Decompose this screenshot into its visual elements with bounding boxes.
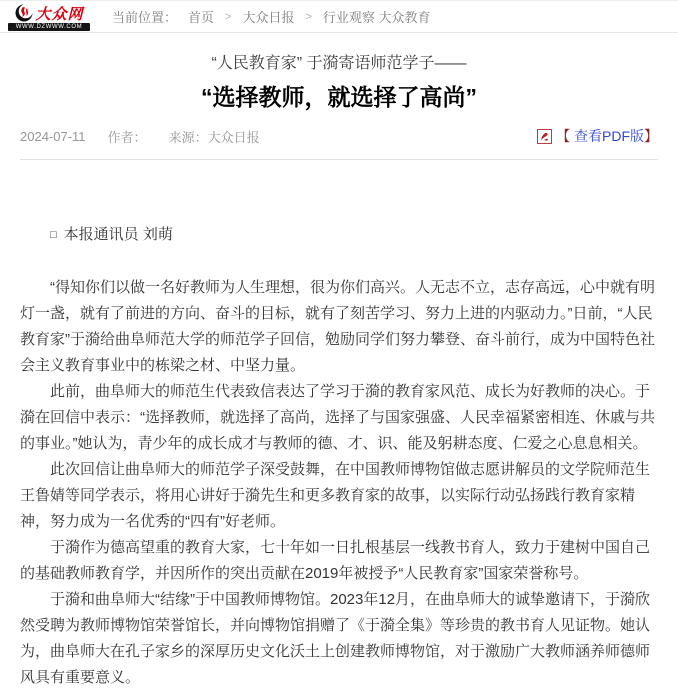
pdf-bracket-close: 】	[644, 128, 658, 144]
topbar	[0, 0, 678, 33]
pdf-link-label[interactable]: 查看PDF版	[574, 128, 644, 144]
article-meta-bar	[20, 126, 658, 160]
paragraph-5: 于漪和曲阜师大“结缘”于中国教师博物馆。2023年12月，在曲阜师大的诚挚邀请下，于漪欣然受聘为教师博物馆荣誉馆长，并向博物馆捐赠了《于漪全集》等珍贵的教书育人见证物。她认为，曲阜师大在孔子家乡的深厚历史文化沃土上创建教师博物馆，对于激励广大教师涵养师德师风具有重要意义。	[20, 591, 651, 686]
publish-date: 2024-07-11	[20, 128, 86, 144]
paragraph-4: 于漪作为德高望重的教育大家，七十年如一日扎根基层一线教书育人，致力于建树中国自己的基础教师教育学，并因所作的突出贡献在2019年被授予“人民教育家”国家荣誉称号。	[20, 539, 651, 582]
site-url-text: WWW.DZWWW.COM	[8, 23, 90, 31]
source-name: 大众日报	[207, 129, 260, 145]
chevron-right-icon: >	[305, 10, 312, 23]
source-label: 来源：大众日报	[168, 129, 260, 145]
breadcrumb-dazhong-daily-link[interactable]: 大众日报	[242, 10, 295, 25]
breadcrumb-label: 当前位置：	[112, 10, 178, 25]
byline	[20, 222, 658, 249]
site-brand-text: 大众网	[35, 5, 84, 23]
author-label: 作者：	[107, 129, 147, 145]
dzwww-flame-icon	[14, 3, 34, 23]
pdf-file-icon	[537, 129, 552, 144]
square-bullet-icon: □	[50, 229, 57, 241]
article-subtitle: “人民教育家” 于漪寄语师范学子——	[211, 55, 467, 72]
breadcrumb-home-link[interactable]: 首页	[188, 10, 215, 25]
site-logo[interactable]	[8, 3, 90, 31]
article-header	[0, 33, 678, 111]
paragraph-1: “得知你们以做一名好教师为人生理想，很为你们高兴。人无志不立，志存高远，心中就有明灯一盏，就有了前进的方向、奋斗的目标，就有了刻苦学习、努力上进的内驱动力。”日前，“人民教育家”于漪给曲阜师范大学的师范学子回信，勉励同学们努力攀登、奋斗前行，成为中国特色社会主义教育事业中的栋梁之材、中坚力量。	[20, 279, 655, 374]
view-pdf-link[interactable]	[537, 126, 658, 146]
pdf-bracket-open: 【	[556, 128, 574, 144]
byline-text: 本报通讯员 刘萌	[63, 226, 173, 243]
chevron-right-icon: >	[225, 10, 232, 23]
breadcrumb-category-link[interactable]: 行业观察 大众教育	[322, 10, 431, 25]
article-title: “选择教师，就选择了高尚”	[201, 84, 477, 110]
breadcrumb	[112, 7, 431, 26]
paragraph-2: 此前，曲阜师大的师范生代表致信表达了学习于漪的教育家风范、成长为好教师的决心。于漪在回信中表示：“选择教师，就选择了高尚，选择了与国家强盛、人民幸福紧密相连、休戚与共的事业。”她认为，青少年的成长成才与教师的德、才、识、能及躬耕态度、仁爱之心息息相关。	[20, 383, 655, 452]
article-body	[0, 160, 678, 691]
paragraph-3: 此次回信让曲阜师大的师范学子深受鼓舞，在中国教师博物馆做志愿讲解员的文学院师范生王鲁婧等同学表示，将用心讲好于漪先生和更多教育家的故事，以实际行动弘扬践行教育家精神，努力成为一名优秀的“四有”好老师。	[20, 461, 651, 530]
